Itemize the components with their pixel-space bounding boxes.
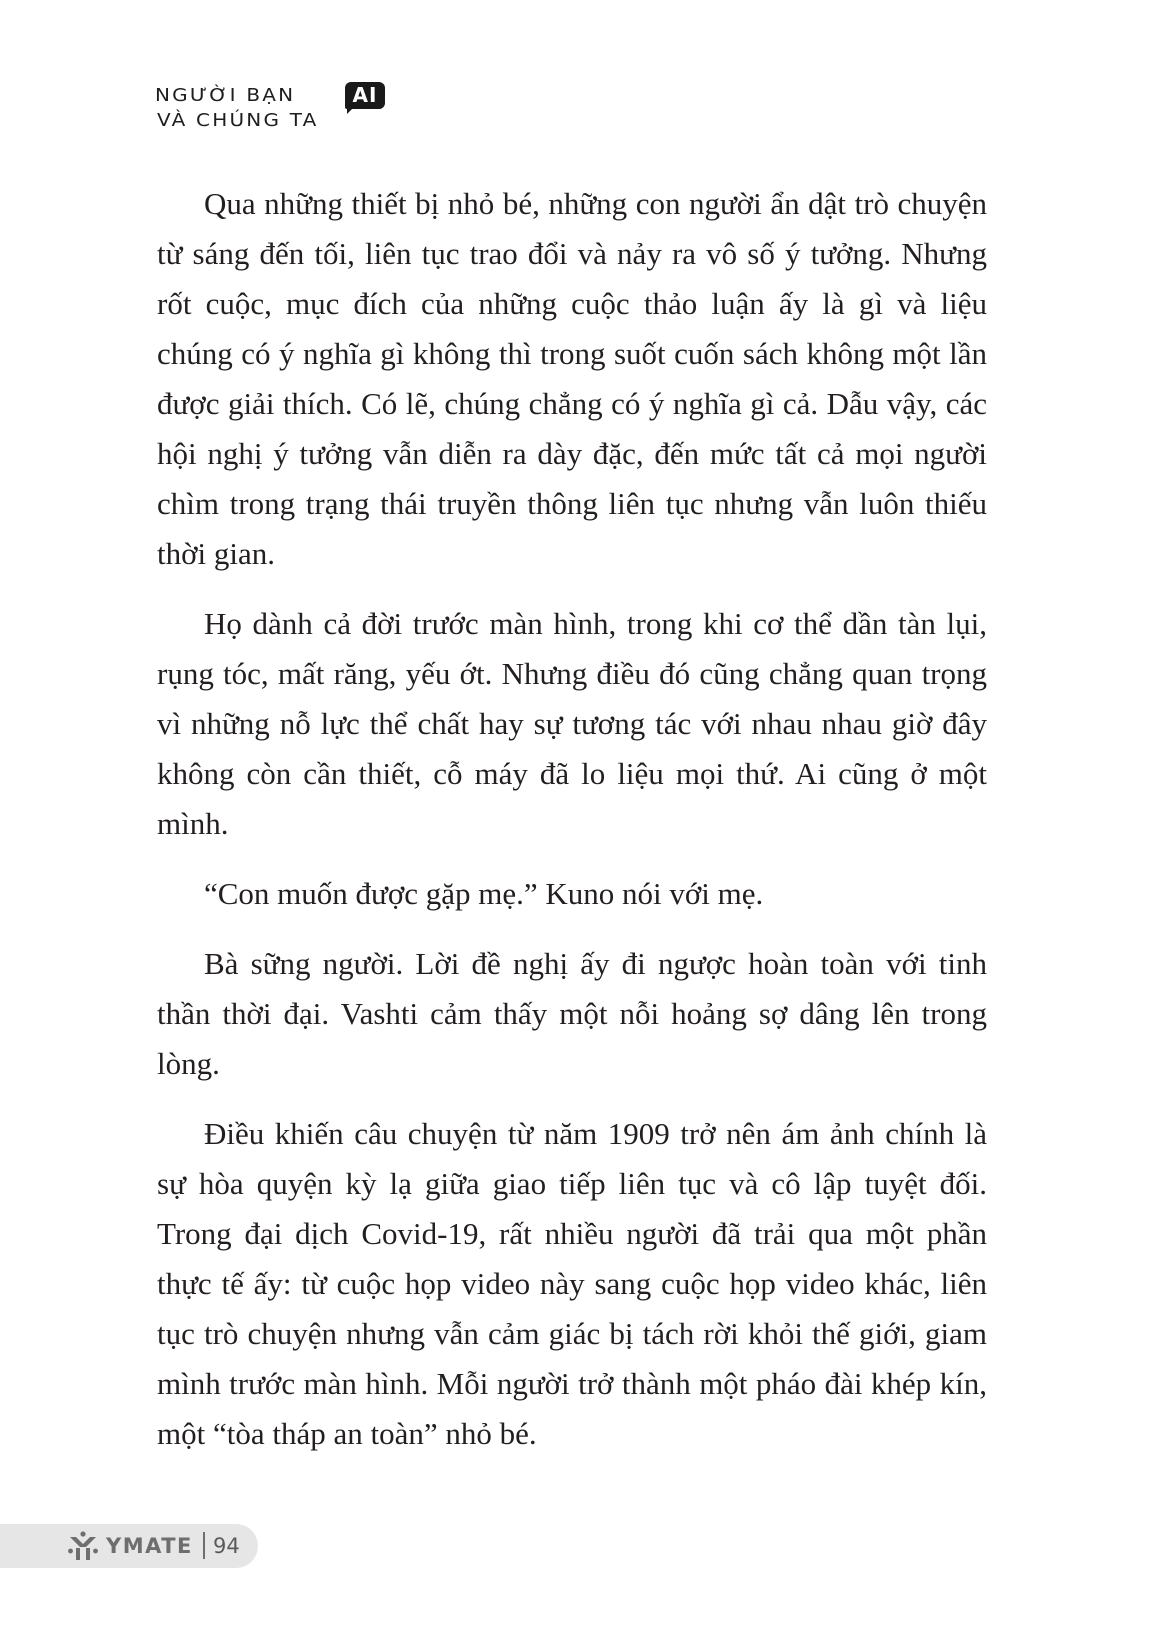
running-header [155,84,415,140]
body-text [157,179,987,1479]
header-title-line1: NGƯỜI BẠN [155,84,296,106]
paragraph: Qua những thiết bị nhỏ bé, những con người ẩn dật trò chuyện từ sáng đến tối, liên tục trao đổi và nảy ra vô số ý tưởng. Nhưng rốt cuộc, mục đích của những cuộc thảo luận ấy là gì và liệu chúng có ý nghĩa gì không thì trong suốt cuốn sách không một lần được giải thích. Có lẽ, chúng chẳng có ý nghĩa gì cả. Dẫu vậy, các hội nghị ý tưởng vẫn diễn ra dày đặc, đến mức tất cả mọi người chìm trong trạng thái truyền thông liên tục nhưng vẫn luôn thiếu thời gian. [157,186,987,571]
paragraph: Điều khiến câu chuyện từ năm 1909 trở nên ám ảnh chính là sự hòa quyện kỳ lạ giữa giao tiếp liên tục và cô lập tuyệt đối. Trong đại dịch Covid-19, rất nhiều người đã trải qua một phần thực tế ấy: từ cuộc họp video này sang cuộc họp video khác, liên tục trò chuyện nhưng vẫn cảm giác bị tách rời khỏi thế giới, giam mình trước màn hình. Mỗi người trở thành một pháo đài khép kín, một “tòa tháp an toàn” nhỏ bé. [157,1116,987,1451]
header-title-line2: VÀ CHÚNG TA [157,109,319,131]
footer-brand: YMATE [106,1534,193,1558]
page-number: 94 [213,1534,240,1558]
paragraph: Họ dành cả đời trước màn hình, trong khi cơ thể dần tàn lụi, rụng tóc, mất răng, yếu ớt. Nhưng điều đó cũng chẳng quan trọng vì những nỗ lực thể chất hay sự tương tác với nhau nhau giờ đây không còn cần thiết, cỗ máy đã lo liệu mọi thứ. Ai cũng ở một mình. [157,606,987,841]
page-footer [0,1524,258,1568]
ymate-logo-icon [67,1531,99,1561]
footer-divider [203,1532,205,1559]
paragraph: Bà sững người. Lời đề nghị ấy đi ngược hoàn toàn với tinh thần thời đại. Vashti cảm thấy một nỗi hoảng sợ dâng lên trong lòng. [157,946,987,1081]
paragraph: “Con muốn được gặp mẹ.” Kuno nói với mẹ. [204,876,764,911]
ai-badge-icon: AI [345,82,385,109]
